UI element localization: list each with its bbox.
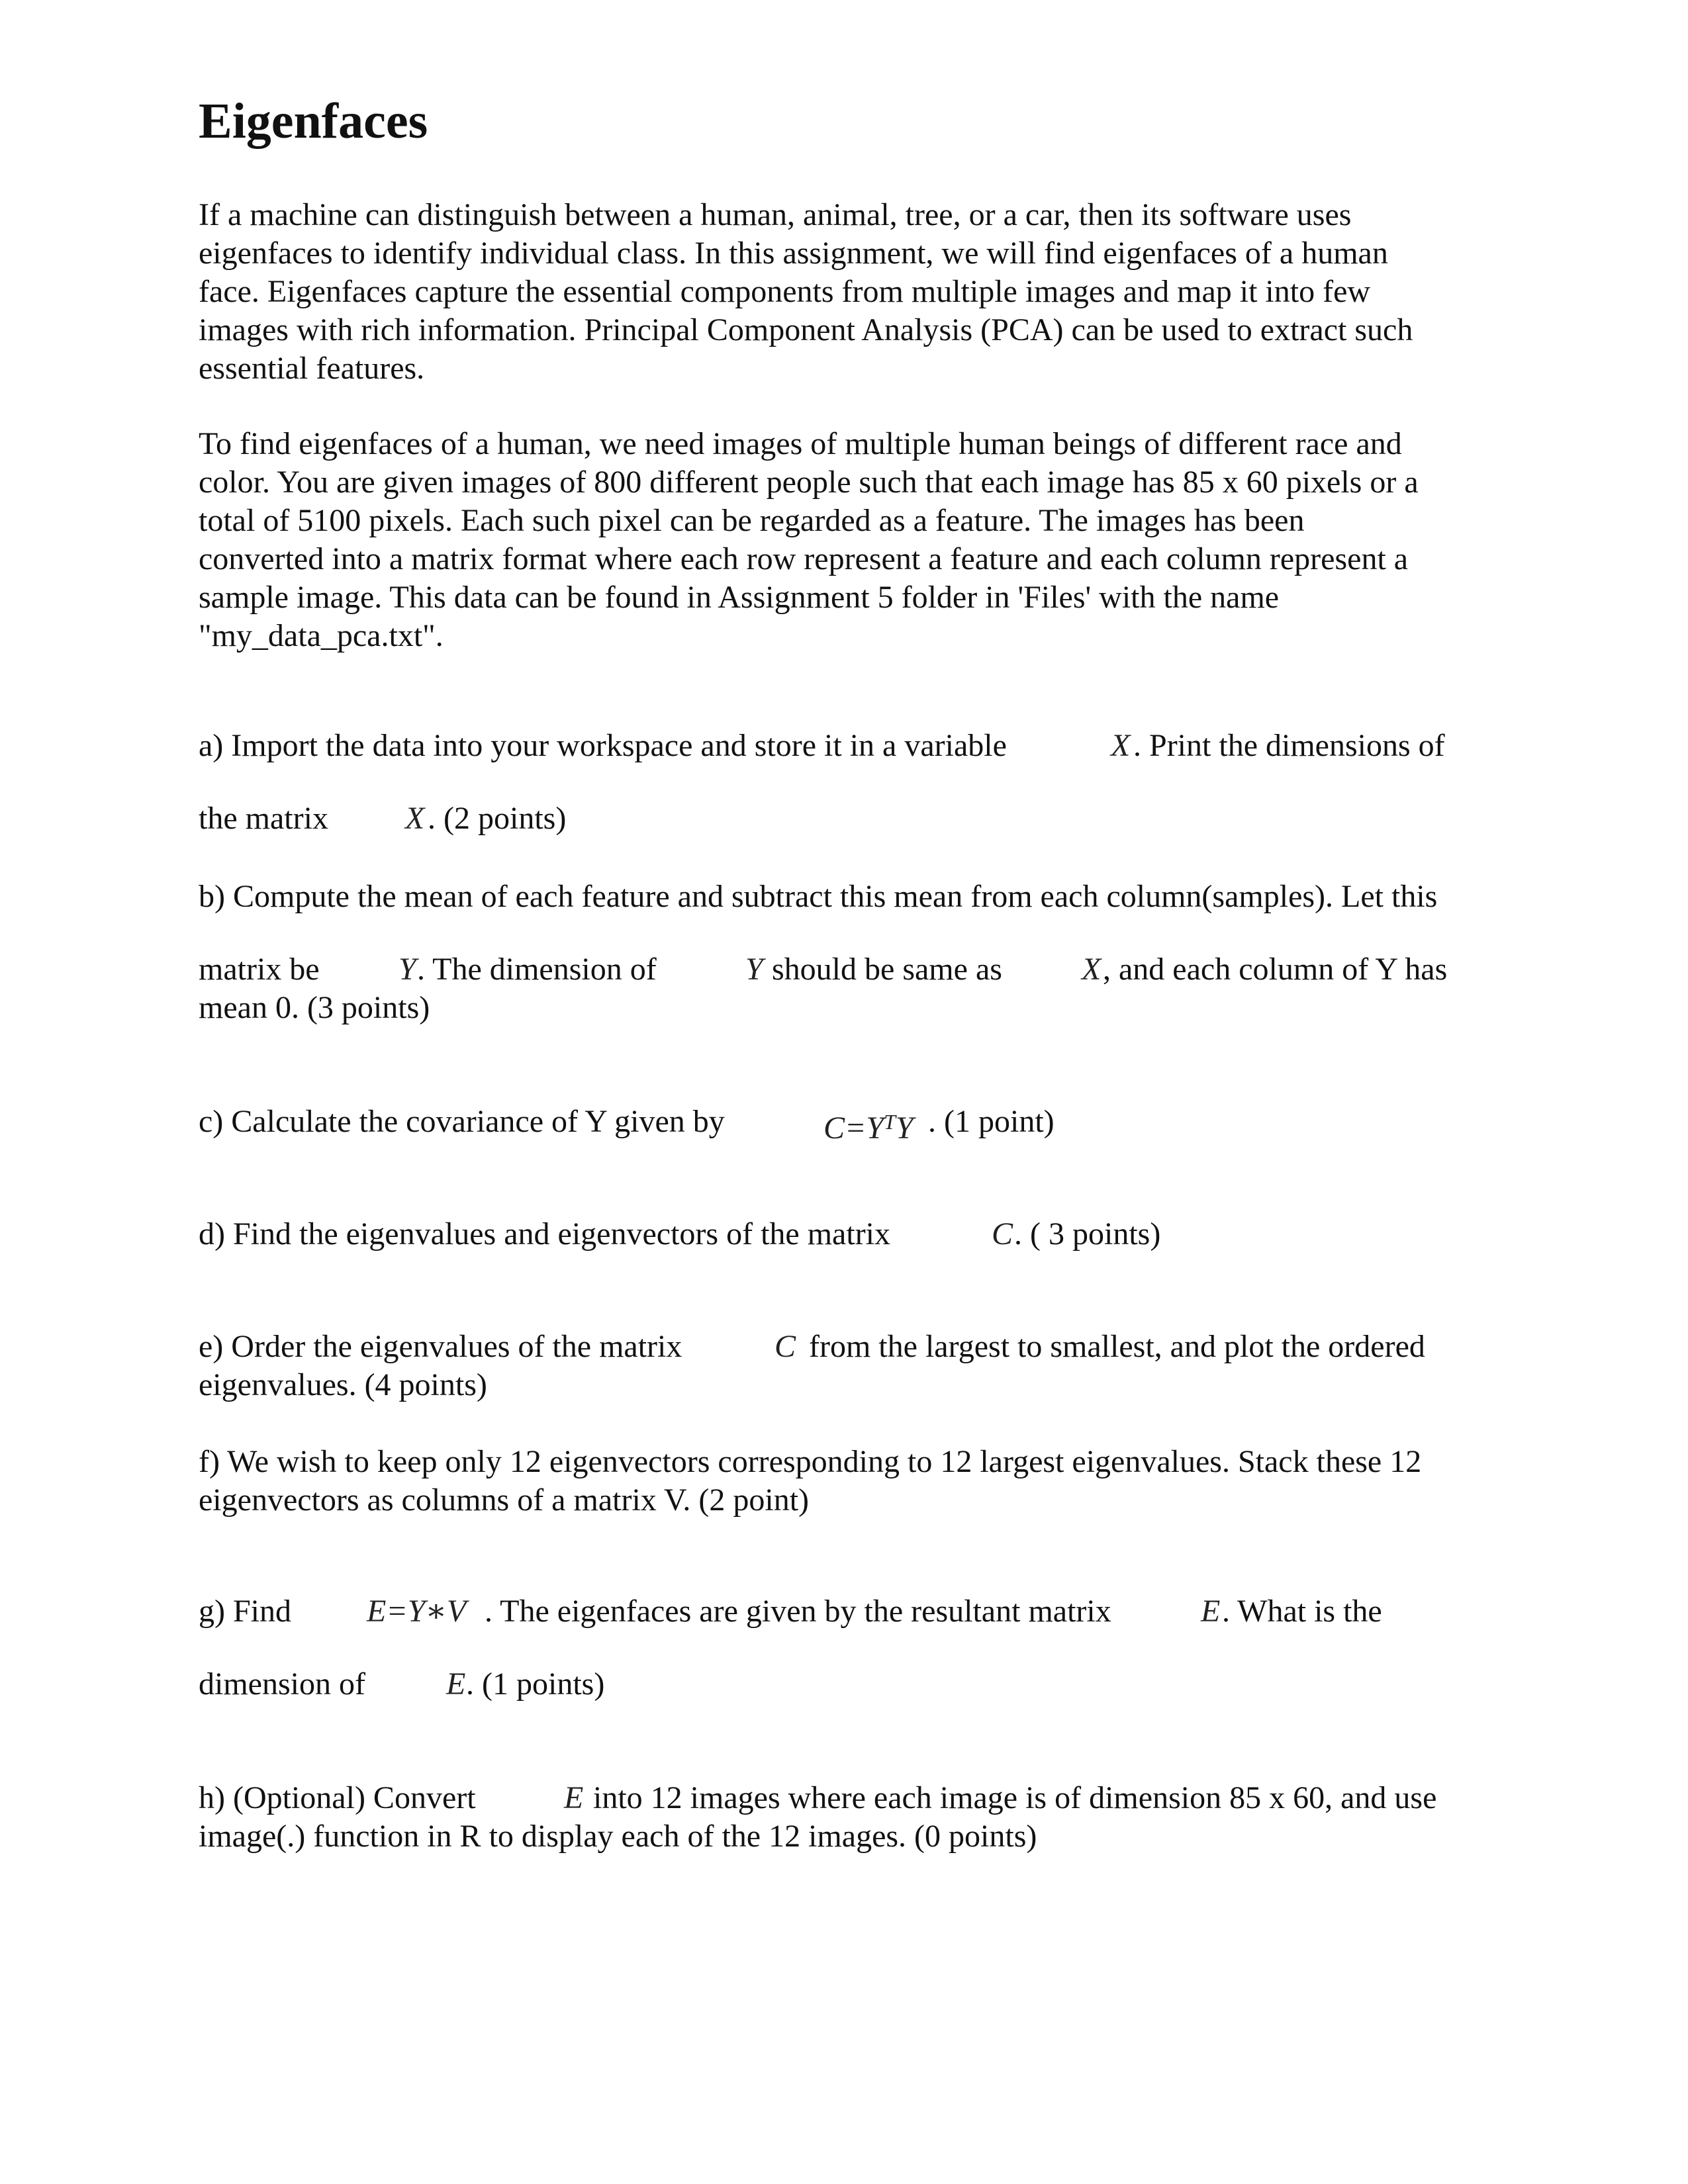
- math-x: X: [1082, 952, 1102, 987]
- question-b-text: matrix be: [199, 952, 320, 987]
- question-f-text: f) We wish to keep only 12 eigenvectors corresponding to 12 largest eigenvalues. Stack these 12: [199, 1444, 1422, 1479]
- question-b-text: should be same as: [772, 952, 1002, 987]
- question-b-text: , and each column of Y has: [1103, 952, 1448, 987]
- math-y: Y: [399, 952, 416, 987]
- formula-lhs: C=Y: [823, 1111, 884, 1146]
- math-c: C: [774, 1329, 796, 1364]
- question-b-points: mean 0. (3 points): [199, 990, 430, 1025]
- math-e: E: [564, 1780, 584, 1815]
- math-e: E: [1201, 1594, 1221, 1629]
- question-g-points: . (1 points): [466, 1666, 605, 1702]
- covariance-formula: [823, 1103, 914, 1148]
- question-g-text: g) Find: [199, 1594, 292, 1629]
- data-paragraph: [199, 425, 1509, 655]
- eigenface-formula: E=Y∗V: [367, 1594, 467, 1629]
- question-a-points: . (2 points): [428, 801, 567, 836]
- question-d-points: . ( 3 points): [1014, 1216, 1161, 1251]
- transpose-superscript: T: [884, 1110, 896, 1134]
- intro-line: essential features.: [199, 351, 425, 386]
- question-c-text: c) Calculate the covariance of Y given by: [199, 1104, 725, 1139]
- page-title: Eigenfaces: [199, 93, 428, 149]
- question-e-points: eigenvalues. (4 points): [199, 1367, 487, 1402]
- question-h-text: into 12 images where each image is of dimension 85 x 60, and use: [593, 1780, 1437, 1815]
- question-e-text: from the largest to smallest, and plot the ordered: [809, 1329, 1425, 1364]
- data-line: converted into a matrix format where each row represent a feature and each column represent a: [199, 541, 1409, 576]
- question-f-points: eigenvectors as columns of a matrix V. (2 point): [199, 1482, 810, 1518]
- intro-line: face. Eigenfaces capture the essential components from multiple images and map it into few: [199, 274, 1371, 309]
- data-line: color. You are given images of 800 different people such that each image has 85 x 60 pixels or a: [199, 465, 1419, 500]
- question-e-text: e) Order the eigenvalues of the matrix: [199, 1329, 682, 1364]
- question-a-text: a) Import the data into your workspace and store it in a variable: [199, 728, 1007, 763]
- intro-line: If a machine can distinguish between a human, animal, tree, or a car, then its software uses: [199, 197, 1352, 232]
- data-line: "my_data_pca.txt".: [199, 618, 444, 653]
- math-x: X: [1111, 728, 1131, 763]
- formula-rhs: Y: [895, 1111, 914, 1146]
- intro-paragraph: [199, 196, 1509, 388]
- question-g-text: . What is the: [1222, 1594, 1382, 1629]
- question-b-text: b) Compute the mean of each feature and subtract this mean from each column(samples). Let this: [199, 879, 1438, 914]
- math-x: X: [405, 801, 425, 836]
- question-g-text: . The eigenfaces are given by the resultant matrix: [485, 1594, 1111, 1629]
- intro-line: eigenfaces to identify individual class. In this assignment, we will find eigenfaces of a human: [199, 236, 1388, 271]
- data-line: To find eigenfaces of a human, we need images of multiple human beings of different race and: [199, 426, 1402, 461]
- data-line: sample image. This data can be found in Assignment 5 folder in 'Files' with the name: [199, 580, 1280, 615]
- math-y: Y: [745, 952, 763, 987]
- question-a-text: the matrix: [199, 801, 328, 836]
- question-h-points: image(.) function in R to display each of the 12 images. (0 points): [199, 1819, 1037, 1854]
- question-d-text: d) Find the eigenvalues and eigenvectors of the matrix: [199, 1216, 891, 1251]
- question-b-text: . The dimension of: [417, 952, 657, 987]
- question-g-text: dimension of: [199, 1666, 365, 1702]
- math-c: C: [992, 1216, 1013, 1251]
- intro-line: images with rich information. Principal Component Analysis (PCA) can be used to extract such: [199, 312, 1413, 347]
- data-line: total of 5100 pixels. Each such pixel can be regarded as a feature. The images has been: [199, 503, 1305, 538]
- question-a-rest: . Print the dimensions of: [1133, 728, 1445, 763]
- question-c-points: . (1 point): [928, 1104, 1055, 1139]
- math-e: E: [446, 1666, 466, 1702]
- question-h-text: h) (Optional) Convert: [199, 1780, 476, 1815]
